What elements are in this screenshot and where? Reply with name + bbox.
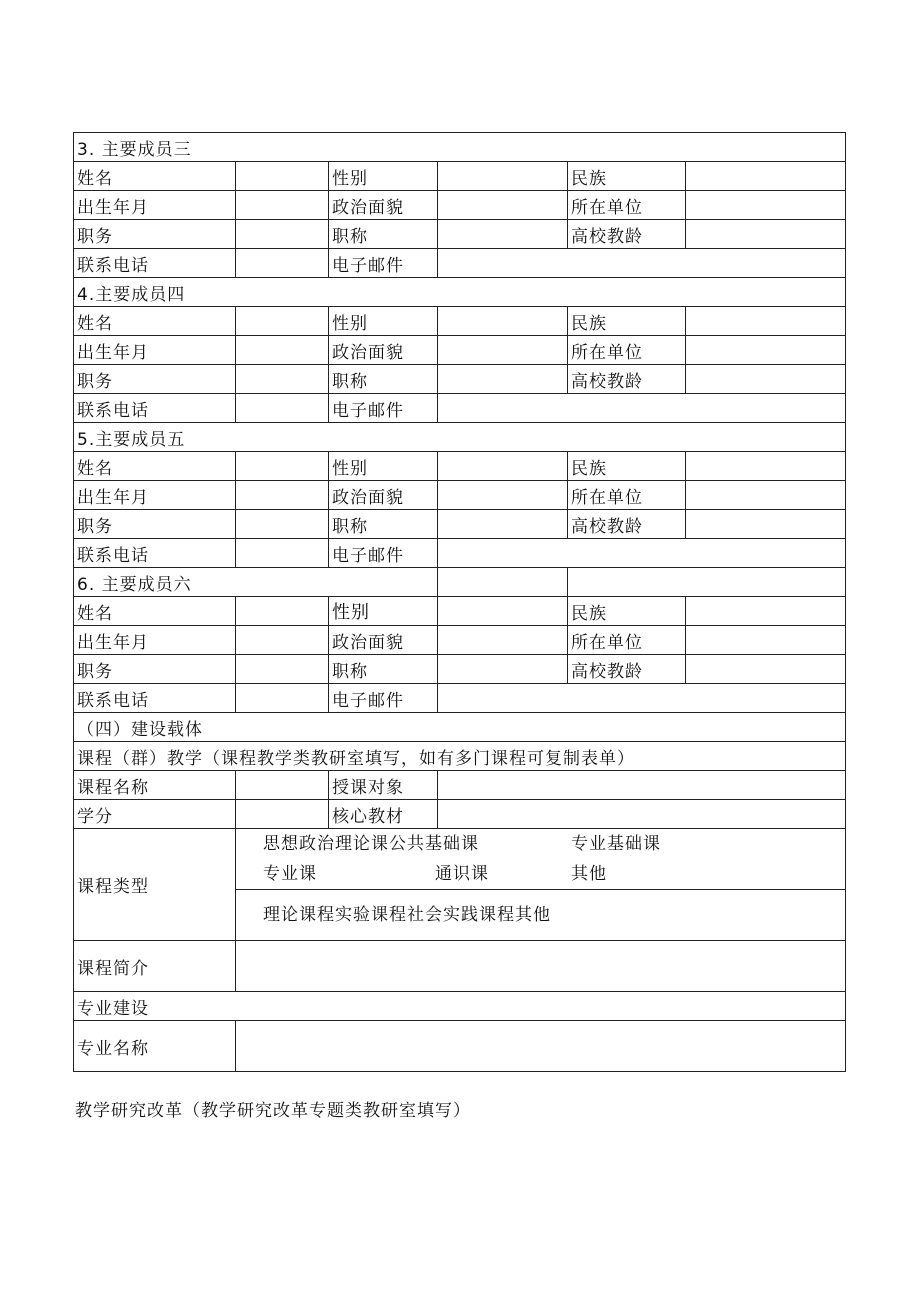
- title-value-cell[interactable]: [438, 365, 568, 394]
- unit-label: 所在单位: [568, 481, 686, 510]
- member-5-row-phone: [74, 539, 846, 568]
- audience-value-cell[interactable]: [438, 771, 846, 800]
- birth-value-cell[interactable]: [236, 626, 329, 655]
- title-label: 职称: [329, 220, 438, 249]
- member-3-row-phone: [74, 249, 846, 278]
- gender-label: 性别: [329, 162, 438, 191]
- political-value-cell[interactable]: [438, 626, 568, 655]
- email-label: 电子邮件: [329, 684, 438, 713]
- gender-value-cell[interactable]: [438, 307, 568, 336]
- birth-label: 出生年月: [74, 626, 236, 655]
- member-5-row-position: [74, 510, 846, 539]
- name-label: 姓名: [74, 597, 236, 626]
- email-value-cell[interactable]: [438, 539, 846, 568]
- course-type-option[interactable]: 专业课: [263, 864, 317, 884]
- member-3-heading-row: [74, 133, 846, 162]
- gender-label: 性别: [329, 307, 438, 336]
- political-label: 政治面貌: [329, 336, 438, 365]
- course-intro-value-cell[interactable]: [236, 941, 846, 992]
- teaching-years-value-cell[interactable]: [686, 365, 846, 394]
- member-6-row-position: [74, 655, 846, 684]
- teaching-years-label: 高校教龄: [568, 655, 686, 684]
- birth-value-cell[interactable]: [236, 336, 329, 365]
- name-value-cell[interactable]: [236, 597, 329, 626]
- phone-label: 联系电话: [74, 539, 236, 568]
- teaching-years-label: 高校教龄: [568, 365, 686, 394]
- teaching-years-label: 高校教龄: [568, 220, 686, 249]
- course-intro-row: [74, 941, 846, 992]
- member-heading: 6. 主要成员六: [74, 568, 438, 597]
- birth-label: 出生年月: [74, 191, 236, 220]
- name-value-cell[interactable]: [236, 307, 329, 336]
- member-4-row-birth: [74, 336, 846, 365]
- phone-value-cell[interactable]: [236, 684, 329, 713]
- member-6-row-name: [74, 597, 846, 626]
- birth-value-cell[interactable]: [236, 481, 329, 510]
- email-value-cell[interactable]: [438, 394, 846, 423]
- unit-value-cell[interactable]: [686, 481, 846, 510]
- member-4-row-phone: [74, 394, 846, 423]
- course-heading-row: [74, 742, 846, 771]
- course-type-option[interactable]: 通识课: [435, 864, 489, 884]
- position-label: 职务: [74, 510, 236, 539]
- textbook-value-cell[interactable]: [438, 800, 846, 829]
- title-value-cell[interactable]: [438, 510, 568, 539]
- member-heading: 4.主要成员四: [74, 278, 846, 307]
- teaching-years-label: 高校教龄: [568, 510, 686, 539]
- email-value-cell[interactable]: [438, 249, 846, 278]
- birth-label: 出生年月: [74, 481, 236, 510]
- teaching-years-value-cell[interactable]: [686, 510, 846, 539]
- phone-label: 联系电话: [74, 394, 236, 423]
- course-section-heading: 课程（群）教学（课程教学类教研室填写，如有多门课程可复制表单）: [74, 742, 846, 771]
- unit-label: 所在单位: [568, 191, 686, 220]
- unit-label: 所在单位: [568, 336, 686, 365]
- title-label: 职称: [329, 655, 438, 684]
- ethnicity-value-cell[interactable]: [686, 162, 846, 191]
- teaching-years-value-cell[interactable]: [686, 655, 846, 684]
- credits-label: 学分: [74, 800, 236, 829]
- birth-value-cell[interactable]: [236, 191, 329, 220]
- ethnicity-label: 民族: [568, 307, 686, 336]
- gender-label: 性别: [329, 452, 438, 481]
- member-5-row-birth: [74, 481, 846, 510]
- position-label: 职务: [74, 220, 236, 249]
- unit-value-cell[interactable]: [686, 626, 846, 655]
- member-4-row-position: [74, 365, 846, 394]
- name-label: 姓名: [74, 307, 236, 336]
- member-5-heading-row: [74, 423, 846, 452]
- gender-label: 性别: [329, 597, 438, 626]
- phone-value-cell[interactable]: [236, 249, 329, 278]
- major-name-label: 专业名称: [74, 1021, 236, 1072]
- section-heading: （四）建设载体: [74, 713, 846, 742]
- course-type-options-cell: [236, 829, 846, 890]
- member-3-row-name: [74, 162, 846, 191]
- member-5-row-name: [74, 452, 846, 481]
- major-heading-row: [74, 992, 846, 1021]
- position-label: 职务: [74, 655, 236, 684]
- course-name-label: 课程名称: [74, 771, 236, 800]
- political-value-cell[interactable]: [438, 336, 568, 365]
- major-name-value-cell[interactable]: [236, 1021, 846, 1072]
- course-type-option[interactable]: 专业基础课: [571, 834, 661, 854]
- major-section-heading: 专业建设: [74, 992, 846, 1021]
- teaching-years-value-cell[interactable]: [686, 220, 846, 249]
- course-nature-options[interactable]: 理论课程实验课程社会实践课程其他: [263, 905, 551, 925]
- position-value-cell[interactable]: [236, 220, 329, 249]
- title-label: 职称: [329, 510, 438, 539]
- course-name-value-cell[interactable]: [236, 771, 329, 800]
- phone-label: 联系电话: [74, 684, 236, 713]
- course-type-option-group[interactable]: 思想政治理论课公共基础课: [263, 834, 479, 854]
- unit-value-cell[interactable]: [686, 191, 846, 220]
- email-label: 电子邮件: [329, 249, 438, 278]
- political-value-cell[interactable]: [438, 191, 568, 220]
- gender-value-cell[interactable]: [438, 162, 568, 191]
- member-form-table: [73, 132, 846, 1072]
- member-6-row-phone: [74, 684, 846, 713]
- course-intro-label: 课程简介: [74, 941, 236, 992]
- credits-value-cell[interactable]: [236, 800, 329, 829]
- ethnicity-value-cell[interactable]: [686, 597, 846, 626]
- political-value-cell[interactable]: [438, 481, 568, 510]
- name-label: 姓名: [74, 452, 236, 481]
- audience-label: 授课对象: [329, 771, 438, 800]
- credits-row: [74, 800, 846, 829]
- gender-value-cell[interactable]: [438, 452, 568, 481]
- email-label: 电子邮件: [329, 394, 438, 423]
- ethnicity-value-cell[interactable]: [686, 307, 846, 336]
- name-label: 姓名: [74, 162, 236, 191]
- name-value-cell[interactable]: [236, 452, 329, 481]
- ethnicity-value-cell[interactable]: [686, 452, 846, 481]
- phone-value-cell[interactable]: [236, 539, 329, 568]
- ethnicity-label: 民族: [568, 452, 686, 481]
- member-3-row-position: [74, 220, 846, 249]
- course-type-option[interactable]: 其他: [571, 864, 607, 884]
- textbook-label: 核心教材: [329, 800, 438, 829]
- political-label: 政治面貌: [329, 481, 438, 510]
- unit-label: 所在单位: [568, 626, 686, 655]
- course-type-row-1: [74, 829, 846, 890]
- political-label: 政治面貌: [329, 626, 438, 655]
- member-3-row-birth: [74, 191, 846, 220]
- position-label: 职务: [74, 365, 236, 394]
- gender-value-cell[interactable]: [438, 597, 568, 626]
- position-value-cell[interactable]: [236, 655, 329, 684]
- birth-label: 出生年月: [74, 336, 236, 365]
- member-4-row-name: [74, 307, 846, 336]
- teaching-research-heading: 教学研究改革（教学研究改革专题类教研室填写）: [75, 1101, 471, 1121]
- member-6-row-birth: [74, 626, 846, 655]
- name-value-cell[interactable]: [236, 162, 329, 191]
- ethnicity-label: 民族: [568, 162, 686, 191]
- member-4-heading-row: [74, 278, 846, 307]
- unit-value-cell[interactable]: [686, 336, 846, 365]
- title-value-cell[interactable]: [438, 655, 568, 684]
- position-value-cell[interactable]: [236, 365, 329, 394]
- course-name-row: [74, 771, 846, 800]
- member-heading: 5.主要成员五: [74, 423, 846, 452]
- member-6-heading-blank: [438, 568, 568, 597]
- ethnicity-label: 民族: [568, 597, 686, 626]
- political-label: 政治面貌: [329, 191, 438, 220]
- course-type-options-cell-2: [236, 890, 846, 941]
- email-value-cell[interactable]: [438, 684, 846, 713]
- member-heading: 3. 主要成员三: [74, 133, 846, 162]
- position-value-cell[interactable]: [236, 510, 329, 539]
- title-label: 职称: [329, 365, 438, 394]
- member-6-heading-row: [74, 568, 846, 597]
- course-type-label: 课程类型: [74, 829, 236, 941]
- title-value-cell[interactable]: [438, 220, 568, 249]
- phone-label: 联系电话: [74, 249, 236, 278]
- phone-value-cell[interactable]: [236, 394, 329, 423]
- email-label: 电子邮件: [329, 539, 438, 568]
- member-6-heading-blank-right: [568, 568, 846, 597]
- carrier-heading-row: [74, 713, 846, 742]
- major-name-row: [74, 1021, 846, 1072]
